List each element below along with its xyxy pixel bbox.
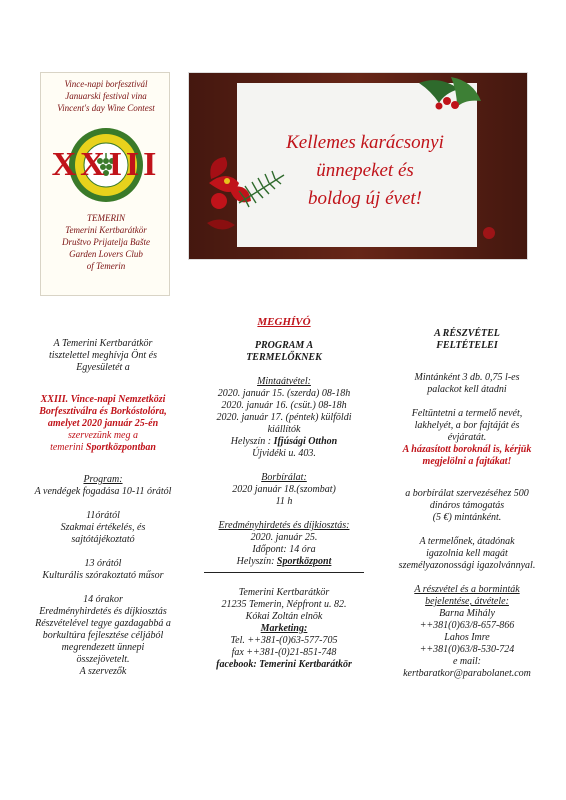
facebook-link[interactable]: facebook: Temerini Kertbarátkör: [216, 659, 352, 670]
awards-place-prefix: Helyszín:: [236, 556, 275, 567]
intro-line-1: A Temerini Kertbarátkör: [53, 338, 153, 349]
judging-line-1: 2020 január 18.(szombat): [232, 484, 336, 495]
divider: [204, 572, 364, 573]
program-column: [198, 316, 370, 671]
org-line-3: Kókai Zoltán elnök: [245, 611, 323, 622]
program-item-4c: borkultúra fejlesztése céljából: [42, 630, 164, 641]
contact-title-2: bejelentése, átvétele:: [425, 596, 509, 607]
logo-club-hu: Temerini Kertbarátkör: [65, 225, 147, 235]
program-item-4e: összejövetelt.: [76, 654, 130, 665]
logo-town: TEMERIN: [87, 213, 125, 223]
signature: A szervezők: [79, 666, 127, 677]
event-after-line: szervezünk meg a: [68, 430, 138, 441]
venue-name: Sportközpontban: [85, 442, 156, 453]
sample-place-prefix: Helyszín :: [230, 436, 272, 447]
contact-phone-1: ++381(0)63/8-657-866: [419, 620, 515, 631]
contact-title-1: A részvétel és a borminták: [414, 584, 520, 595]
contact-phone-2: ++381(0)63/8-530-724: [419, 644, 515, 655]
email-label: e mail:: [452, 656, 482, 667]
condition-2c: évjáratát.: [447, 432, 487, 443]
condition-1b: palackot kell átadni: [427, 384, 507, 395]
venue-prefix: temerini: [50, 442, 84, 453]
logo-roman-numeral: XXIII: [51, 146, 161, 183]
awards-line-2: Időpont: 14 óra: [252, 544, 316, 555]
condition-1a: Mintánként 3 db. 0,75 l-es: [414, 372, 520, 383]
awards-place: Sportközpont: [276, 556, 332, 567]
warning-line-2: megjelölni a fajtákat!: [422, 456, 512, 467]
christmas-card: [188, 72, 528, 260]
awards-line-1: 2020. január 25.: [250, 532, 318, 543]
program-item-2b: sajtótájékoztató: [71, 534, 135, 545]
program-item-4d: megrendezett ünnepi: [61, 642, 145, 653]
sample-line-1: 2020. január 15. (szerda) 08-18h: [217, 388, 351, 399]
condition-2b: lakhelyét, a bor fajtáját és: [414, 420, 520, 431]
sample-title: Mintaátvétel:: [257, 376, 311, 387]
fee-line-2: dináros támogatás: [429, 500, 505, 511]
logo-text-3: Vincent's day Wine Contest: [57, 103, 155, 113]
contact-name-1: Barna Mihály: [439, 608, 495, 619]
event-line-2: Borfesztiválra és Borkóstolóra,: [39, 406, 167, 417]
logo-club-en: Garden Lovers Club: [69, 249, 143, 259]
awards-title: Eredményhirdetés és díjkiosztás:: [218, 520, 350, 531]
greeting-line-2: ünnepeket és: [316, 160, 414, 181]
sample-place-line: [198, 436, 370, 448]
contact-name-2: Lahos Imre: [444, 632, 490, 643]
email-link[interactable]: kertbaratkor@parabolanet.com: [403, 668, 531, 679]
logo-club-sr: Društvo Prijatelja Bašte: [62, 237, 150, 247]
intro-line-2: tisztelettel meghívja Önt és: [48, 350, 158, 361]
program-time-4: 14 órakor: [83, 594, 123, 605]
marketing-phone: Tel. ++381-(0)63-577-705: [230, 635, 338, 646]
conditions-column: [378, 328, 556, 680]
program-item-3: Kulturális szórakoztató műsor: [42, 570, 164, 581]
id-line-3: személyazonossági igazolvánnyal.: [398, 560, 536, 571]
program-item-4b: Részvételével tegye gazdagabbá a: [35, 618, 171, 629]
sample-line-2: 2020. január 16. (csüt.) 08-18h: [221, 400, 347, 411]
fee-line-3: (5 €) mintánként.: [432, 512, 502, 523]
program-title: Program:: [83, 474, 123, 485]
program-subtitle-1: PROGRAM A: [254, 340, 314, 351]
program-time-2: 11órától: [86, 510, 120, 521]
awards-place-line: [198, 556, 370, 568]
judging-title: Borbírálat:: [261, 472, 307, 483]
id-line-2: igazolnia kell magát: [426, 548, 508, 559]
condition-2a: Feltüntetni a termelő nevét,: [411, 408, 523, 419]
sample-line-3: 2020. január 17. (péntek) külföldi: [216, 412, 352, 423]
venue-line: [14, 442, 192, 454]
marketing-fax: fax ++381-(0)21-851-748: [231, 647, 337, 658]
program-subtitle-2: TERMELŐKNEK: [246, 352, 322, 363]
logo-club-en-2: of Temerin: [86, 261, 126, 271]
greeting-line-3: boldog új évet!: [308, 188, 422, 209]
program-time-3: 13 órától: [84, 558, 122, 569]
invitation-title: MEGHÍVÓ: [257, 316, 311, 328]
conditions-title-1: A RÉSZVÉTEL: [434, 328, 500, 339]
sample-place-name: Ifjúsági Otthon: [273, 436, 338, 447]
invitation-column: [14, 338, 192, 678]
sample-line-4: kiállítók: [267, 424, 301, 435]
greeting-line-1: Kellemes karácsonyi: [286, 132, 444, 153]
warning-line-1: A házasított boroknál is, kérjük: [402, 444, 532, 455]
program-item-4a: Eredményhirdetés és díjkiosztás: [39, 606, 167, 617]
logo-text-2: Januarski festival vina: [65, 91, 147, 101]
event-line-1: XXIII. Vince-napi Nemzetközi: [40, 394, 166, 405]
fee-line-1: a borbírálat szervezéséhez 500: [405, 488, 529, 499]
conditions-title-2: FELTÉTELEI: [436, 340, 498, 351]
program-item-1: A vendégek fogadása 10-11 órától: [34, 486, 172, 497]
logo-text-1: Vince-napi borfesztivál: [64, 79, 148, 89]
program-item-2a: Szakmai értékelés, és: [60, 522, 146, 533]
intro-line-3: Egyesületét a: [76, 362, 130, 373]
marketing-title: Marketing:: [260, 623, 308, 634]
org-line-2: 21235 Temerin, Népfront u. 82.: [221, 599, 347, 610]
org-line-1: Temerini Kertbarátkör: [238, 587, 330, 598]
sample-place-address: Újvidéki u. 403.: [252, 448, 316, 459]
event-line-3: amelyet 2020 január 25-én: [47, 418, 159, 429]
id-line-1: A termelőnek, átadónak: [419, 536, 515, 547]
festival-logo: [40, 72, 170, 296]
judging-line-2: 11 h: [275, 496, 293, 507]
